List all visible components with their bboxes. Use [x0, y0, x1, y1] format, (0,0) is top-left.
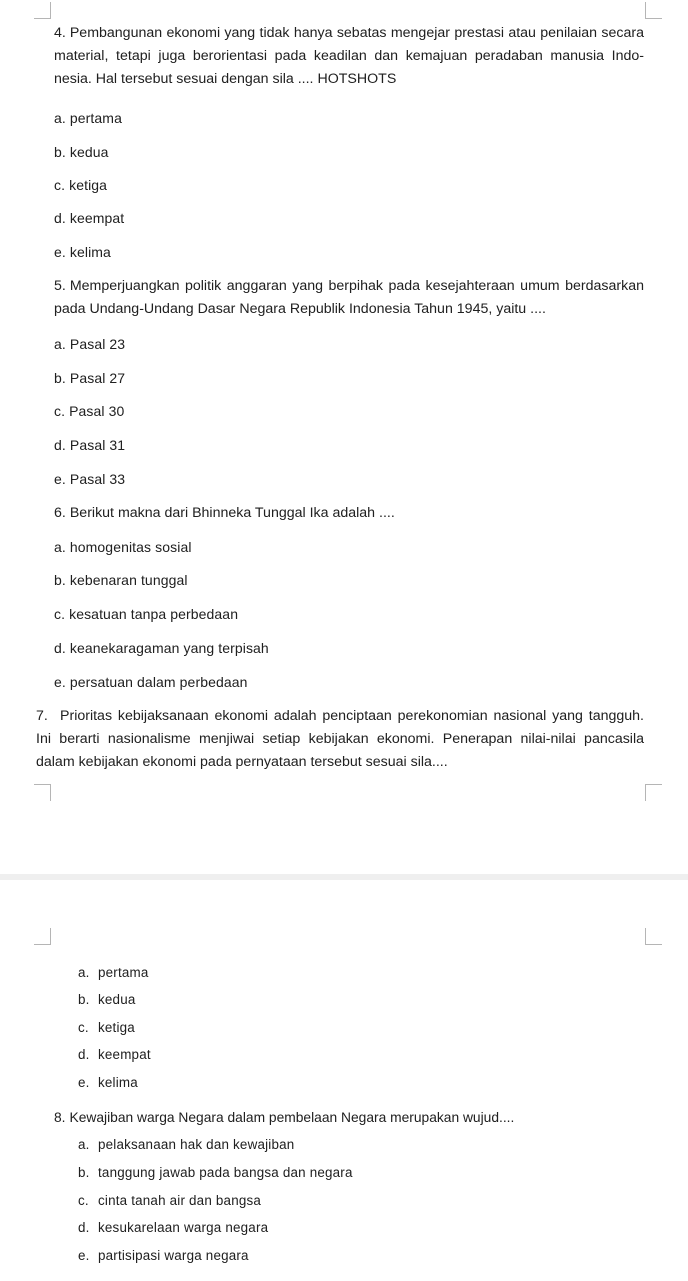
option-7c: c. ketiga	[78, 1020, 135, 1035]
option-6d: d. keanekaragaman yang terpisah	[54, 640, 269, 656]
option-4d: d. keempat	[54, 210, 125, 226]
crop-mark-bottom-left	[34, 784, 51, 801]
option-5e: e. Pasal 33	[54, 471, 126, 487]
option-6b: b. kebenaran tunggal	[54, 572, 188, 588]
crop-mark-top-right	[645, 2, 662, 19]
option-6c: c. kesatuan tanpa perbedaan	[54, 606, 239, 622]
question-5	[54, 275, 644, 321]
crop-mark-bottom-right	[645, 784, 662, 801]
question-number: 4.	[54, 25, 66, 41]
option-7d: d. keempat	[78, 1047, 151, 1062]
question-number: 8.	[54, 1110, 66, 1125]
question-6	[54, 502, 644, 525]
option-5a: a. Pasal 23	[54, 336, 126, 352]
option-4e: e. kelima	[54, 244, 111, 260]
crop-mark-top-left	[34, 2, 51, 19]
question-tag: HOTSHOTS	[317, 71, 397, 87]
option-8a: a. pelaksanaan hak dan kewajiban	[78, 1137, 295, 1152]
option-4b: b. kedua	[54, 144, 109, 160]
option-4a: a. pertama	[54, 110, 122, 126]
option-5c: c. Pasal 30	[54, 403, 125, 419]
option-6e: e. persatuan dalam perbedaan	[54, 674, 248, 690]
option-8c: c. cinta tanah air dan bangsa	[78, 1193, 262, 1208]
question-4	[54, 22, 644, 91]
question-text: Memperjuangkan politik anggaran yang berpihak pada kesejahteraan umum berdasarkan pada Undang-Undang Dasar Negara Republik Indonesia Tahun 1945, yaitu ....	[54, 278, 644, 317]
question-number: 6.	[54, 505, 66, 521]
question-number: 7.	[36, 708, 48, 724]
question-text: Pembangunan ekonomi yang tidak hanya sebatas mengejar prestasi atau penilaian secara material, tetapi juga berorientasi pada keadilan dan kemajuan peradaban manusia Indo-nesia. Hal tersebut sesuai dengan sila ....	[54, 25, 644, 87]
option-8d: d. kesukarelaan warga negara	[78, 1220, 269, 1235]
option-6a: a. homogenitas sosial	[54, 539, 192, 555]
crop-mark-top-right	[645, 928, 662, 945]
question-text: Berikut makna dari Bhinneka Tunggal Ika adalah ....	[69, 505, 395, 521]
question-text: Prioritas kebijaksanaan ekonomi adalah penciptaan perekonomian nasional yang tangguh. Ini berarti nasionalisme menjiwai setiap kebijakan ekonomi. Penerapan nilai-nilai pancasila dalam kebijakan ekonomi pada pernyataan tersebut sesuai sila....	[36, 708, 644, 770]
document-page-2	[0, 880, 688, 1281]
option-4c: c. ketiga	[54, 177, 108, 193]
option-5d: d. Pasal 31	[54, 437, 126, 453]
option-7b: b. kedua	[78, 992, 136, 1007]
question-8	[54, 1109, 514, 1127]
question-number: 5.	[54, 278, 66, 294]
option-8e: e. partisipasi warga negara	[78, 1248, 249, 1263]
option-8b: b. tanggung jawab pada bangsa dan negara	[78, 1165, 353, 1180]
option-5b: b. Pasal 27	[54, 370, 126, 386]
question-7	[36, 705, 644, 774]
crop-mark-top-left	[34, 928, 51, 945]
question-text: Kewajiban warga Negara dalam pembelaan Negara merupakan wujud....	[69, 1110, 515, 1125]
option-7a: a. pertama	[78, 965, 149, 980]
option-7e: e. kelima	[78, 1075, 138, 1090]
